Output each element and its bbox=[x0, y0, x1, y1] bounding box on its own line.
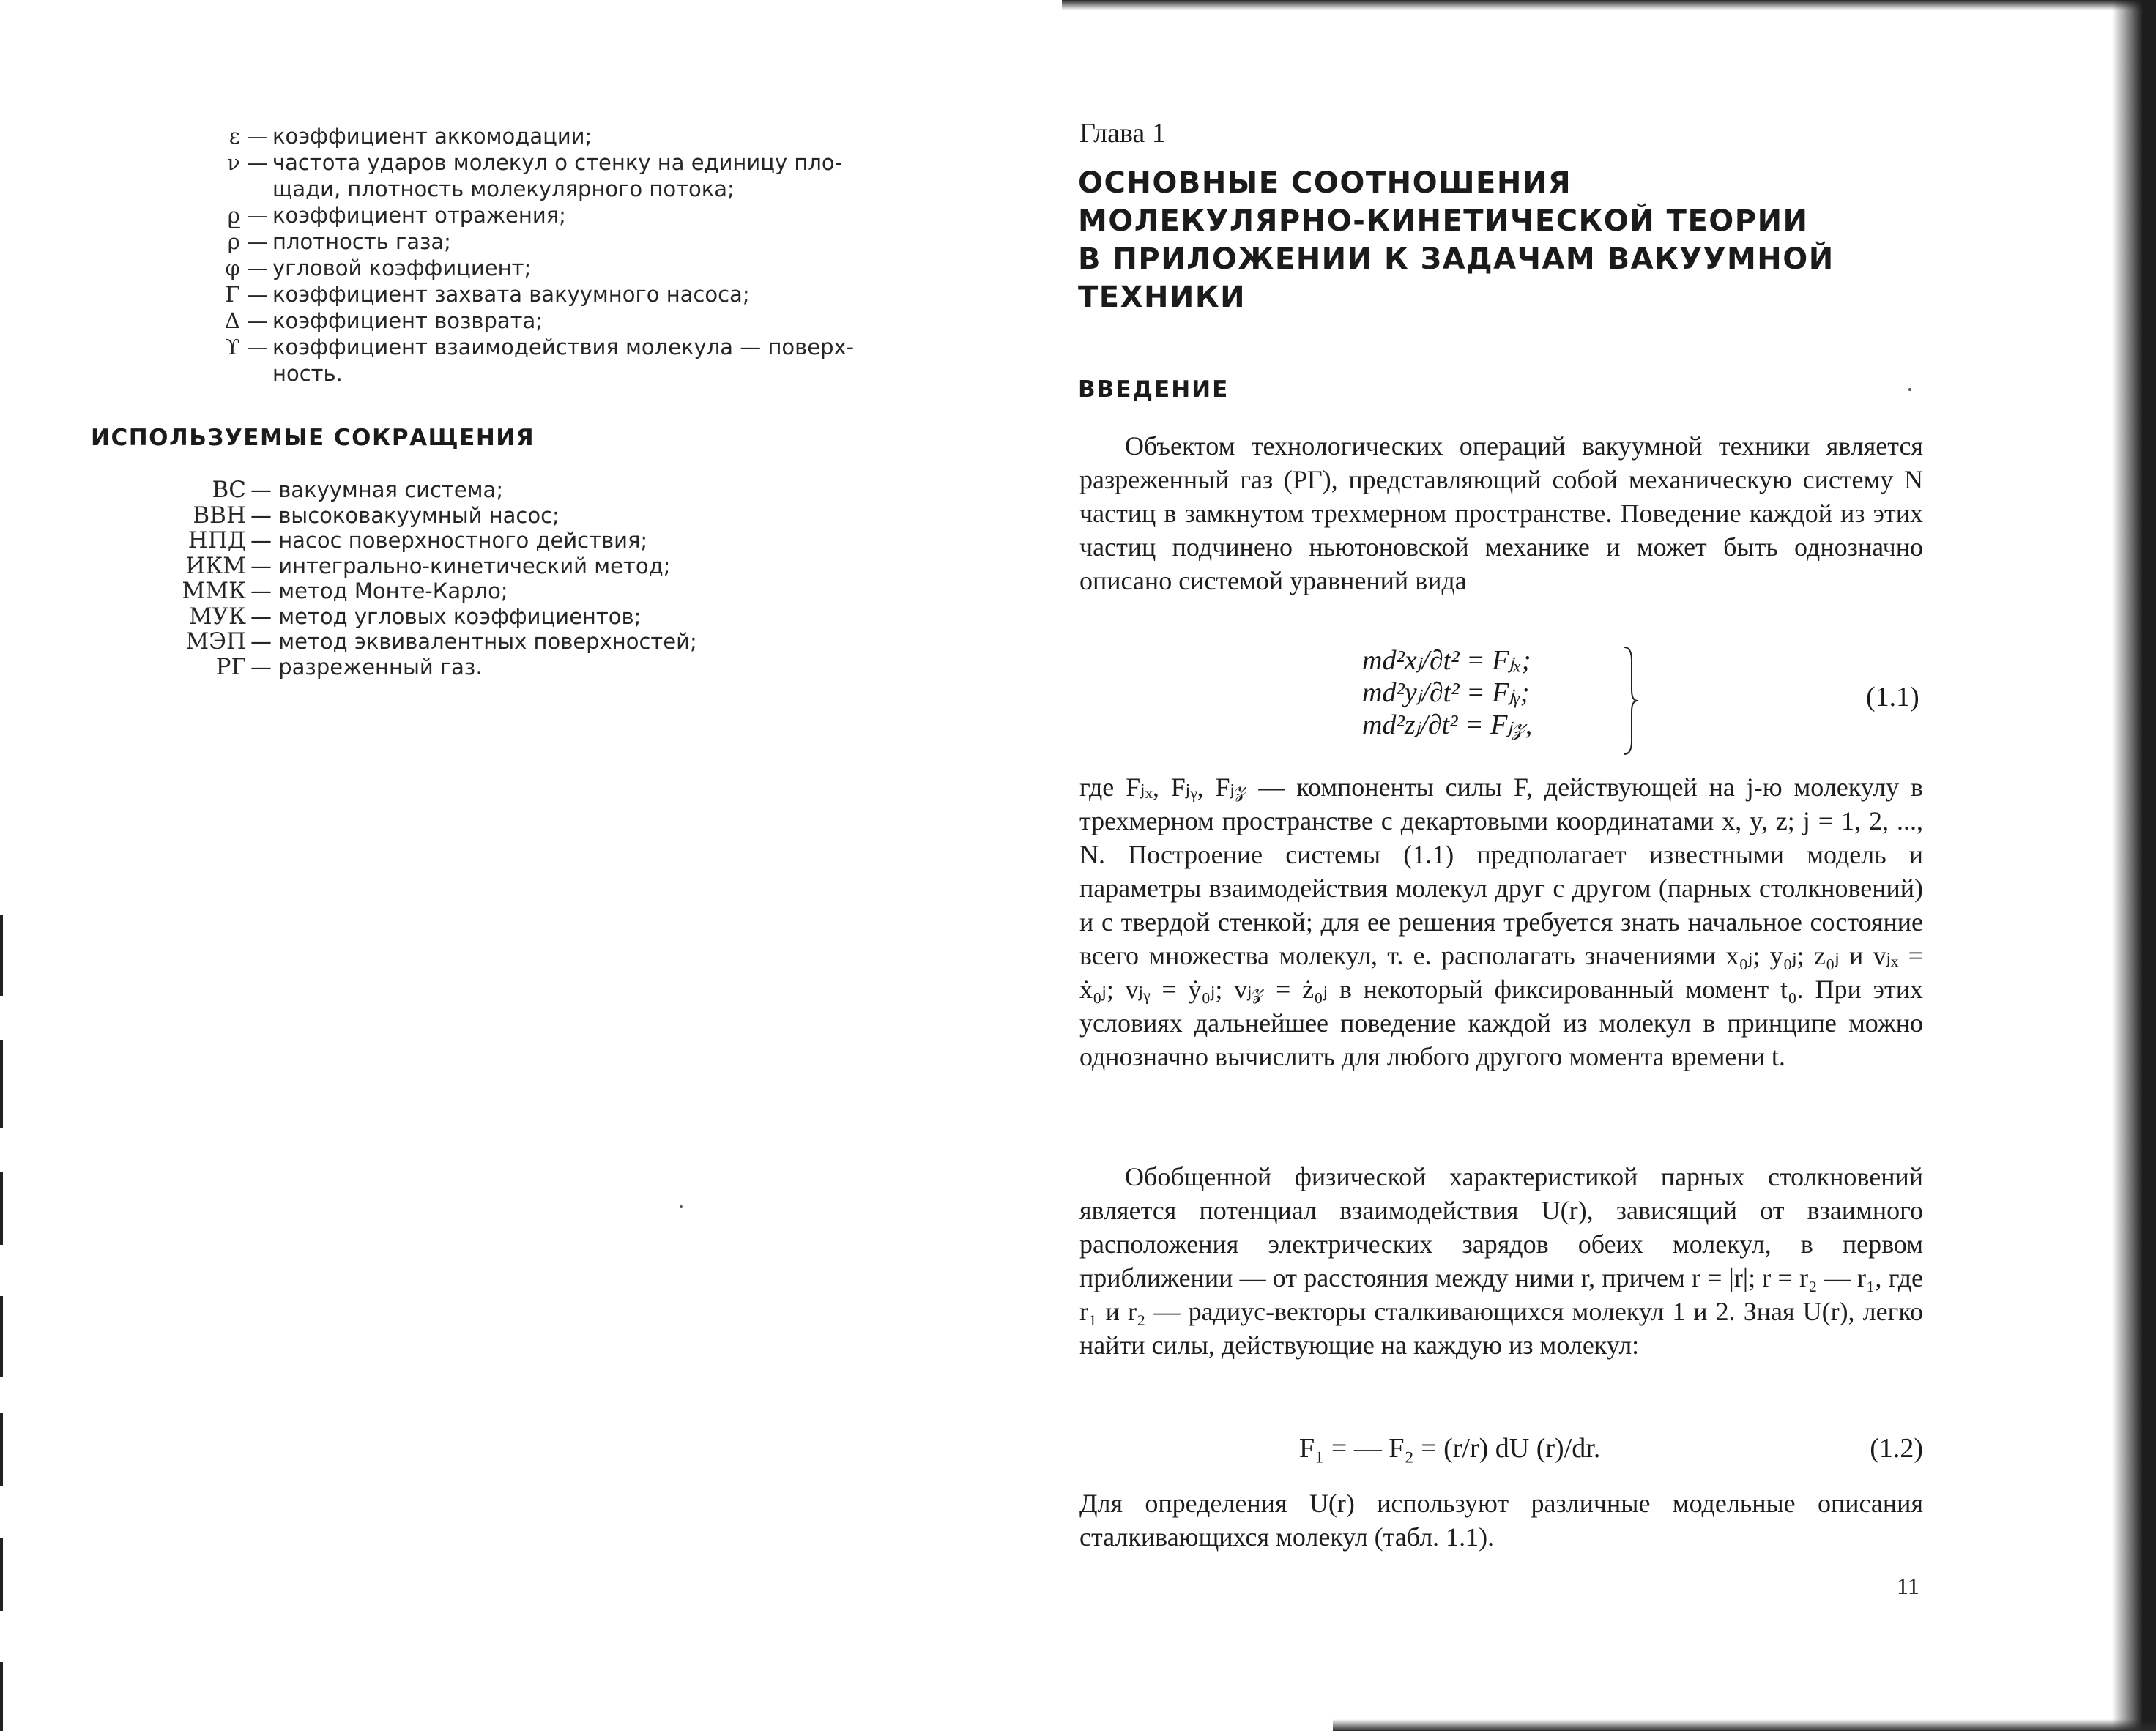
notation-symbol bbox=[212, 176, 272, 202]
paragraph bbox=[1079, 770, 1923, 1073]
scan-edge-left-mark bbox=[0, 1538, 3, 1611]
notation-text: коэффициент аккомодации; bbox=[272, 124, 592, 149]
notation-item bbox=[212, 334, 952, 360]
right-brace-icon bbox=[1623, 646, 1638, 756]
abbreviation-value: — разреженный газ. bbox=[250, 654, 483, 680]
abbreviation-key: НПД bbox=[187, 527, 246, 554]
notation-symbol: Δ — bbox=[224, 308, 268, 333]
notation-symbol: ρ — bbox=[227, 229, 268, 254]
abbreviation-key: МЭП bbox=[185, 628, 246, 655]
chapter-title-line: В ПРИЛОЖЕНИИ К ЗАДАЧАМ ВАКУУМНОЙ bbox=[1078, 242, 1835, 276]
paragraph bbox=[1079, 429, 1923, 598]
notation-symbol bbox=[212, 360, 272, 387]
chapter-title-line: ОСНОВНЫЕ СООТНОШЕНИЯ bbox=[1078, 166, 1572, 200]
paragraph bbox=[1079, 1486, 1923, 1554]
notation-text: коэффициент захвата вакуумного насоса; bbox=[272, 282, 750, 307]
abbreviation-item bbox=[110, 655, 769, 680]
equation-line: md²xⱼ/∂t² = Fⱼₓ; bbox=[1362, 645, 1531, 676]
abbreviation-key: ИКМ bbox=[185, 552, 246, 579]
abbreviation-item bbox=[110, 503, 769, 529]
scan-edge-left-mark bbox=[0, 1296, 3, 1377]
abbreviation-key: РГ bbox=[215, 653, 246, 680]
section-heading: ВВЕДЕНИЕ bbox=[1078, 376, 1230, 403]
paragraph-text: Для определения U(r) используют различные модельные описания сталкивающихся молекул (табл. 1.1). bbox=[1079, 1489, 1923, 1552]
scan-edge-left-mark bbox=[0, 1172, 3, 1245]
notation-symbol: ν — bbox=[227, 150, 268, 175]
abbreviation-item bbox=[110, 578, 769, 604]
equation-number: (1.1) bbox=[1866, 682, 1919, 712]
abbreviation-value: — метод угловых коэффициентов; bbox=[250, 603, 642, 629]
abbreviations-list bbox=[110, 477, 769, 680]
abbreviation-item bbox=[110, 604, 769, 630]
notation-item bbox=[212, 123, 952, 149]
abbreviation-value: — насос поверхностного действия; bbox=[250, 528, 648, 553]
abbreviation-item bbox=[110, 528, 769, 554]
paragraph-text: Объектом технологических операций вакуумной техники является разреженный газ (РГ), представляющий собой механическую систему N частиц в замкнутом трехмерном пространстве. Поведение каждой из этих частиц подчинено ньютоновской механике и может быть однозначно описано системой уравнений вида bbox=[1079, 431, 1923, 595]
notation-symbol: φ — bbox=[225, 256, 268, 280]
abbreviations-heading: ИСПОЛЬЗУЕМЫЕ СОКРАЩЕНИЯ bbox=[91, 425, 535, 451]
equation-line: md²zⱼ/∂t² = Fⱼ𝓏, bbox=[1362, 710, 1533, 740]
notation-text: плотность газа; bbox=[272, 229, 451, 254]
abbreviation-value: — высоковакуумный насос; bbox=[250, 502, 560, 528]
scan-edge-left-mark bbox=[0, 1040, 3, 1128]
notation-item bbox=[212, 308, 952, 334]
scan-edge-left-mark bbox=[0, 915, 3, 996]
notation-symbol: Γ — bbox=[225, 282, 268, 307]
notation-text: коэффициент взаимодействия молекула — поверх- bbox=[272, 335, 855, 360]
notation-text: коэффициент отражения; bbox=[272, 203, 566, 228]
paragraph bbox=[1079, 1160, 1923, 1362]
notation-item bbox=[212, 149, 952, 176]
scan-edge-top bbox=[1062, 0, 2156, 10]
paragraph-text: где Fⱼₓ, Fⱼᵧ, Fⱼ𝓏 — компоненты силы F, действующей на j-ю молекулу в трехмерном пространстве с декартовыми координатами x, y, z; j = 1, 2, ..., N. Построение системы (1.1) предполагает известными модель и параметры взаимодействия молекул друг с другом (парных столкновений) и с твердой стенкой; для ее решения требуется знать начальное состояние всего множества молекул, т. е. располагать значениями x₀ⱼ; y₀ⱼ; z₀ⱼ и vⱼₓ = ẋ₀ⱼ; vⱼᵧ = ẏ₀ⱼ; vⱼ𝓏 = ż₀ⱼ в некоторый фиксированный момент t₀. При этих условиях дальнейшее поведение каждой из молекул в принципе можно однозначно вычислить для любого другого момента времени t. bbox=[1079, 773, 1923, 1071]
notation-text: угловой коэффициент; bbox=[272, 256, 532, 280]
notation-symbol: ε — bbox=[228, 124, 268, 149]
abbreviation-key: МУК bbox=[188, 603, 246, 630]
scan-edge-right bbox=[2112, 0, 2156, 1731]
scan-edge-left-mark bbox=[0, 1413, 3, 1486]
notation-text: ность. bbox=[272, 361, 343, 386]
notation-item bbox=[212, 360, 952, 387]
page-number: 11 bbox=[1897, 1573, 1919, 1599]
abbreviation-value: — метод Монте-Карло; bbox=[250, 578, 508, 603]
notation-text: коэффициент возврата; bbox=[272, 308, 543, 333]
abbreviation-key: ВС bbox=[212, 477, 246, 503]
scan-edge-left-mark bbox=[0, 1662, 3, 1731]
abbreviation-item bbox=[110, 477, 769, 503]
chapter-title-line: МОЛЕКУЛЯРНО-КИНЕТИЧЕСКОЙ ТЕОРИИ bbox=[1078, 204, 1809, 238]
notation-text: щади, плотность молекулярного потока; bbox=[272, 176, 735, 201]
equation-text: F₁ = — F₂ = (r/r) dU (r)/dr. bbox=[1299, 1433, 1601, 1464]
equation-number: (1.2) bbox=[1870, 1433, 1923, 1464]
notation-item bbox=[212, 255, 952, 281]
scan-edge-bottom bbox=[1333, 1719, 2156, 1731]
abbreviation-item bbox=[110, 554, 769, 579]
equation-line: md²yⱼ/∂t² = Fⱼᵧ; bbox=[1362, 677, 1530, 708]
abbreviation-key: ВВН bbox=[193, 502, 246, 529]
abbreviation-value: — вакуумная система; bbox=[250, 477, 504, 502]
abbreviation-value: — интегрально-кинетический метод; bbox=[250, 553, 671, 578]
scan-speck bbox=[680, 1205, 683, 1208]
notation-item bbox=[212, 202, 952, 228]
chapter-label: Глава 1 bbox=[1079, 118, 1166, 149]
abbreviation-key: ММК bbox=[182, 578, 246, 604]
abbreviation-item bbox=[110, 629, 769, 655]
notation-text: частота ударов молекул о стенку на единицу пло- bbox=[272, 150, 843, 175]
abbreviation-value: — метод эквивалентных поверхностей; bbox=[250, 629, 697, 654]
notation-item bbox=[212, 281, 952, 308]
equation-system bbox=[1362, 644, 1933, 754]
chapter-title bbox=[1078, 164, 1884, 316]
equation-force bbox=[1079, 1432, 1923, 1469]
chapter-title-line: ТЕХНИКИ bbox=[1078, 280, 1246, 314]
notation-item bbox=[212, 176, 952, 202]
notation-symbol: ρ̲ — bbox=[227, 203, 268, 228]
notation-symbol: ϒ — bbox=[225, 335, 268, 360]
notation-list bbox=[212, 123, 952, 387]
scan-speck bbox=[1908, 388, 1911, 391]
notation-item bbox=[212, 228, 952, 255]
paragraph-text: Обобщенной физической характеристикой парных столкновений является потенциал взаимодействия U(r), зависящий от взаимного расположения электрических зарядов обеих молекул, в первом приближении — от расстояния между ними r, причем r = |r|; r = r₂ — r₁, где r₁ и r₂ — радиус-векторы сталкивающихся молекул 1 и 2. Зная U(r), легко найти силы, действующие на каждую из молекул: bbox=[1079, 1162, 1923, 1360]
